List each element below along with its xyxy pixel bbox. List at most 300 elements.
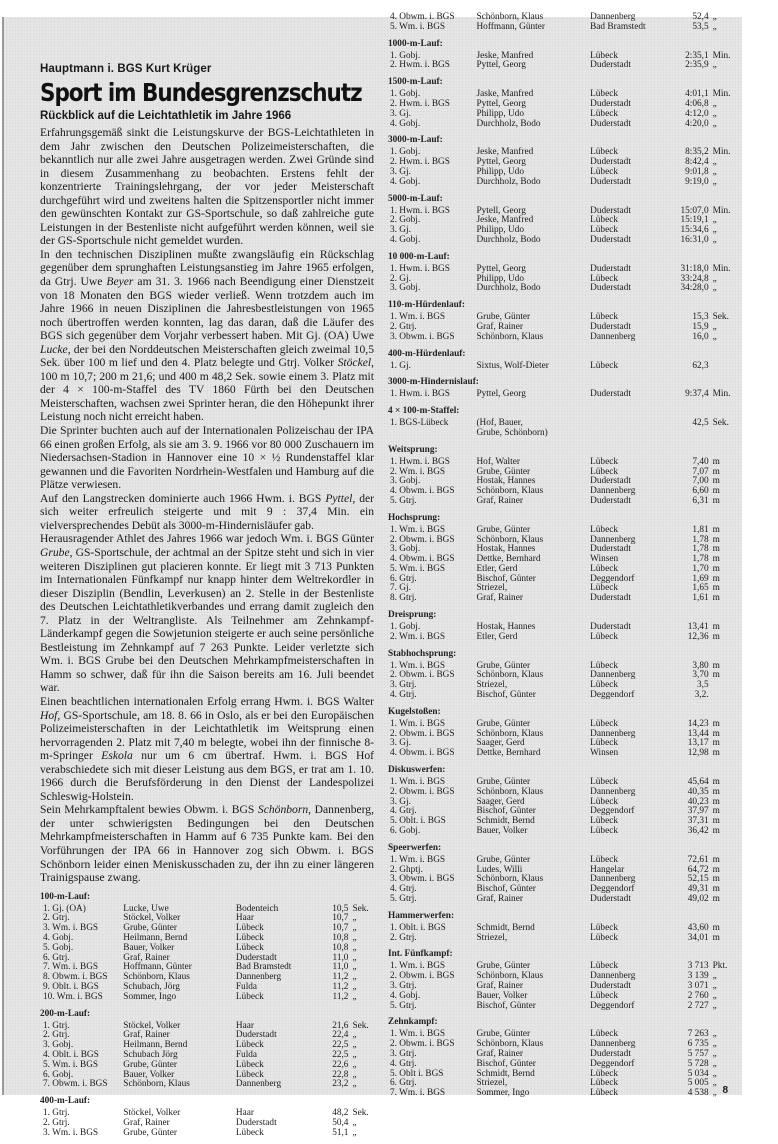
result-rank: 2. Wm. i. BGS xyxy=(390,631,446,642)
result-row xyxy=(40,934,374,944)
athlete-name: Stöckel, Volker xyxy=(123,1020,181,1031)
result-row xyxy=(388,565,734,575)
result-row xyxy=(388,497,734,507)
result-value: 15:07,0 xyxy=(680,205,709,216)
athlete-name: Philipp, Udo xyxy=(476,273,524,284)
result-rank: 3. Gtrj. xyxy=(390,680,417,691)
result-unit: Sek. xyxy=(352,1020,369,1031)
emphasized-name: Beyer xyxy=(106,275,134,289)
article-subtitle: Rückblick auf die Leichtathletik im Jahre 1966 xyxy=(40,110,292,122)
result-unit: m xyxy=(712,932,720,943)
article-paragraph xyxy=(40,532,374,695)
result-unit: m xyxy=(712,534,720,545)
athlete-club: Lübeck xyxy=(590,1068,618,1079)
athlete-club: Dannenberg xyxy=(590,670,636,681)
emphasized-name: Schönborn xyxy=(257,803,309,817)
result-row xyxy=(388,730,734,740)
result-row xyxy=(388,429,734,439)
text-segment: Erfahrungsgemäß sinkt die Leistungskurve der BGS-Leichtathleten in dem Jahr zwischen den Deutschen Polizeimeisterschaften, die bekanntlich nur alle zwei Jahre ausgetragen werden. Zwei Gründe sind in diesem Zusammenhang zu beobachten. Erstens fehlt der konzentrierte Trainingslehrgang, der vor jeder Meisterschaft durchgeführt wird und zweitens halten die Spitzensportler nicht immer den gewünschten Kontakt zur GS-Sportschule, so daß zahlreiche gute Leistungen in der Bestenliste nicht aufgeführt werden können, weil sie der GS-Sportschule nicht gemeldet wurden. xyxy=(40,126,374,248)
event-title: Stabhochsprung: xyxy=(388,648,457,659)
result-value: 7,40 xyxy=(692,456,709,467)
athlete-name: Pyttel, Georg xyxy=(476,98,526,109)
result-value: 64,72 xyxy=(687,864,709,875)
results-event xyxy=(388,376,734,400)
result-row xyxy=(40,1119,374,1129)
athlete-club: Lübeck xyxy=(590,524,618,535)
result-unit: m xyxy=(712,796,720,807)
athlete-club: Lübeck xyxy=(590,360,618,371)
athlete-club: Dannenberg xyxy=(590,786,636,797)
athlete-club: Lübeck xyxy=(590,961,618,972)
athlete-name: Grube, Schönborn) xyxy=(476,427,548,438)
athlete-club: Duderstadt xyxy=(590,118,631,129)
result-value: 1,70 xyxy=(692,563,709,574)
result-rank: 1. Gj. (OA) xyxy=(43,903,86,914)
athlete-name: Grube, Günter xyxy=(476,1029,531,1040)
result-value: 4:20,0 xyxy=(685,118,709,129)
result-rank: 1. Gobj. xyxy=(390,622,421,633)
athlete-club: Dannenberg xyxy=(590,331,636,342)
result-row xyxy=(388,972,734,982)
result-row xyxy=(388,633,734,643)
result-rank: 5. Oblt i. BGS xyxy=(390,1068,444,1079)
result-row xyxy=(388,236,734,246)
result-unit: m xyxy=(712,631,720,642)
athlete-name: Etler, Gerd xyxy=(476,631,518,642)
result-rank: 2. Gj. xyxy=(390,273,411,284)
athlete-name: Bauer, Volker xyxy=(123,1069,175,1080)
result-value: 3,2. xyxy=(694,690,709,701)
result-row xyxy=(388,691,734,701)
result-rank: 1. Wm. i. BGS xyxy=(390,718,446,729)
athlete-name: Durchholz, Bodo xyxy=(476,283,541,294)
text-segment: Sein Mehrkampftalent bewies Obwm. i. BGS xyxy=(40,803,258,817)
athlete-club: Lübeck xyxy=(590,631,618,642)
result-rank: 5. Gtrj. xyxy=(390,495,417,506)
result-rank: 2. Ghptj. xyxy=(390,864,423,875)
athlete-club: Deggendorf xyxy=(590,573,635,584)
result-rank: 3. Gj. xyxy=(390,796,411,807)
event-title: 1000-m-Lauf: xyxy=(388,38,443,49)
athlete-club: Duderstadt xyxy=(590,544,631,555)
result-unit: „ xyxy=(712,12,717,22)
athlete-club: Lübeck xyxy=(235,942,264,953)
result-rank: 2. Obwm. i. BGS xyxy=(390,971,455,982)
result-row xyxy=(40,924,374,934)
result-rank: 3. Gj. xyxy=(390,166,411,177)
athlete-name: Bauer, Volker xyxy=(476,826,528,837)
result-value: 15,9 xyxy=(692,321,709,332)
athlete-name: Bischof, Günter xyxy=(476,690,536,701)
result-value: 6,60 xyxy=(692,486,709,497)
result-value xyxy=(676,429,709,439)
athlete-club: Lübeck xyxy=(590,854,618,865)
result-unit: m xyxy=(712,786,720,797)
athlete-club: Duderstadt xyxy=(590,1048,631,1059)
result-rank: 1. Wm. i. BGS xyxy=(390,1029,446,1040)
result-row xyxy=(388,681,734,691)
event-title: 400-m-Lauf: xyxy=(40,1096,91,1107)
athlete-club xyxy=(590,419,675,429)
athlete-name: (Hof, Bauer, xyxy=(476,418,523,429)
result-value: 4:06,8 xyxy=(685,98,709,109)
result-unit: „ xyxy=(352,972,357,983)
result-unit: „ xyxy=(352,952,357,963)
result-value: 11,2 xyxy=(332,991,349,1002)
athlete-club: Winsen xyxy=(590,554,619,565)
result-rank: 4. Obwm. i. BGS xyxy=(390,12,455,22)
result-value: 10,7 xyxy=(332,923,349,934)
result-value: 2:35,1 xyxy=(685,50,709,61)
result-row xyxy=(40,944,374,954)
article-paragraph xyxy=(40,803,374,884)
athlete-name: Philipp, Udo xyxy=(476,225,524,236)
result-rank: 2. Gtrj. xyxy=(43,913,70,924)
event-title: Dreisprung: xyxy=(388,610,437,621)
result-row xyxy=(388,178,734,188)
result-rank: 6. Gobj. xyxy=(390,826,421,837)
athlete-club: Duderstadt xyxy=(590,894,631,905)
result-unit: m xyxy=(712,476,720,487)
result-row xyxy=(388,934,734,944)
results-event xyxy=(388,193,734,246)
athlete-club: Duderstadt xyxy=(235,952,277,963)
results-event xyxy=(388,76,734,129)
athlete-club: Deggendorf xyxy=(590,1058,635,1069)
result-unit: m xyxy=(712,554,720,565)
result-row xyxy=(388,1050,734,1060)
athlete-name: Graf, Rainer xyxy=(123,952,170,963)
result-rank: 1. Hwm. i. BGS xyxy=(390,456,450,467)
result-rank: 3. Wm. i. BGS xyxy=(43,923,99,934)
athlete-name: Bischof, Günter xyxy=(476,806,536,817)
athlete-name: Etler, Gerd xyxy=(476,563,518,574)
result-rank: 5. Gobj. xyxy=(43,942,74,953)
result-unit: „ xyxy=(712,225,717,236)
athlete-name: Bischof, Günter xyxy=(476,573,536,584)
result-value: 23,2 xyxy=(332,1079,349,1090)
athlete-name: Durchholz, Bodo xyxy=(476,118,541,129)
text-segment: In den technischen Disziplinen mußte zwangsläufig ein Rückschlag gegenüber dem sprunghaften Leistungsanstieg im Jahre 1965 erfolgen, da Gtrj. Uwe xyxy=(40,247,374,289)
results-event xyxy=(388,1016,734,1099)
result-unit: m xyxy=(712,748,720,759)
result-value: 4:01,1 xyxy=(685,89,709,100)
result-value: 13,17 xyxy=(687,738,709,749)
result-unit: „ xyxy=(712,283,717,294)
result-row xyxy=(40,1061,374,1071)
result-rank: 2. Obwm. i. BGS xyxy=(390,728,455,739)
result-value: 5 034 xyxy=(687,1068,709,1079)
athlete-name: Grube, Günter xyxy=(476,718,531,729)
athlete-club: Fulda xyxy=(235,1049,258,1060)
result-rank: 1. Hwm. i. BGS xyxy=(390,263,450,274)
result-unit: „ xyxy=(712,1078,717,1089)
result-value: 3 071 xyxy=(687,981,709,991)
emphasized-name: Hof xyxy=(40,708,58,722)
athlete-club: Dannenberg xyxy=(590,534,636,545)
result-row xyxy=(388,468,734,478)
result-unit: Sek. xyxy=(352,903,369,914)
result-rank: 3. Obwm. i. BGS xyxy=(390,874,455,885)
athlete-name: Schönborn, Klaus xyxy=(476,331,544,342)
athlete-club: Lübeck xyxy=(590,796,618,807)
athlete-name: Striezel, xyxy=(476,680,508,691)
result-rank: 1. Hwm. i. BGS xyxy=(390,389,450,400)
event-title: Weitsprung: xyxy=(388,444,438,455)
athlete-name: Sommer, Ingo xyxy=(123,991,177,1002)
result-rank: 4. Oblt. i. BGS xyxy=(43,1049,99,1060)
results-event xyxy=(388,764,734,837)
result-rank: 2. Obwm. i. BGS xyxy=(390,670,455,681)
athlete-club: Duderstadt xyxy=(590,98,631,109)
result-rank: 9. Oblt. i. BGS xyxy=(43,982,99,992)
right-column xyxy=(388,7,734,1104)
result-rank: 1. Wm. i. BGS xyxy=(390,961,446,972)
result-rank: 4. Gobj. xyxy=(390,990,421,1001)
result-row xyxy=(388,885,734,895)
result-unit: m xyxy=(712,456,720,467)
athlete-name: Schönborn, Klaus xyxy=(476,1039,544,1050)
result-unit: m xyxy=(712,728,720,739)
athlete-name: Jeske, Manfred xyxy=(476,50,534,61)
athlete-name: Durchholz, Bodo xyxy=(476,176,541,187)
result-unit xyxy=(709,681,734,691)
result-value: 1,81 xyxy=(692,524,709,535)
result-rank: 3. Gobj. xyxy=(43,1040,74,1051)
results-event xyxy=(388,251,734,294)
event-title: 100-m-Lauf: xyxy=(40,891,91,902)
event-title: 10 000-m-Lauf: xyxy=(388,251,450,262)
text-segment: , GS-Sportschule, der achtmal an der Spitze steht und sich in vier weiteren Disziplinen gut placieren konnte. Er liegt mit 3 713 Punkten im Internationalen Fünfkampf nur knapp hinter dem Weltrekordler in dieser Disziplin (Bendlin, Leverkusen) an 2. Stelle in der Bestenliste des Deutschen Leichtathletikverbandes und errang damit zugleich den 7. Platz in der Weltrangliste. Als Teilnehmer am Zehnkampf-Länderkampf gegen die Sowjetunion steigerte er auch seine persönliche Bestleistung im Zehnkampf auf 7 263 Punkte. Leider verletzte sich Wm. i. BGS Grube bei den Deutschen Mehrkampfmeisterschaften in Hamm so schwer, daß für ihn die Saison bereits am 16. Juli beendet war. xyxy=(40,545,374,695)
result-unit: „ xyxy=(712,234,717,245)
athlete-club: Dannenberg xyxy=(590,12,636,22)
result-row xyxy=(388,284,734,294)
athlete-club: Lübeck xyxy=(235,1059,264,1070)
result-unit: m xyxy=(712,486,720,497)
result-value: 10,7 xyxy=(332,913,349,924)
result-unit: m xyxy=(712,806,720,817)
result-unit: Sek. xyxy=(712,418,729,429)
athlete-name: Grube, Günter xyxy=(476,466,531,477)
result-unit: m xyxy=(712,718,720,729)
athlete-club: Lübeck xyxy=(590,718,618,729)
page-number: 8 xyxy=(722,1085,728,1096)
athlete-name: Philipp, Udo xyxy=(476,108,524,119)
athlete-club: Lübeck xyxy=(235,923,264,934)
result-unit: Min. xyxy=(712,147,731,158)
result-rank: 1. Wm. i. BGS xyxy=(390,312,446,323)
result-rank: 1. Oblt. i. BGS xyxy=(390,922,446,933)
result-value: 52,4 xyxy=(692,12,709,22)
result-unit: m xyxy=(712,826,720,837)
result-rank: 1. Gj. xyxy=(390,360,411,371)
results-event xyxy=(388,910,734,944)
athlete-club: Lübeck xyxy=(590,225,618,236)
result-unit: „ xyxy=(712,1039,717,1050)
result-unit: Min. xyxy=(712,389,731,400)
athlete-name: Schönborn, Klaus xyxy=(476,12,544,22)
article-headline: Sport im Bundesgrenzschutz xyxy=(40,78,362,107)
athlete-name: Stöckel, Volker xyxy=(123,1108,181,1119)
result-unit: m xyxy=(712,544,720,555)
result-rank: 1. Gobj. xyxy=(390,89,421,100)
athlete-club: Lübeck xyxy=(590,466,618,477)
result-value: 52,15 xyxy=(687,874,709,885)
result-rank: 5. Wm. i. BGS xyxy=(390,21,446,32)
result-unit: m xyxy=(712,738,720,749)
results-event xyxy=(388,299,734,342)
text-segment: , GS-Sportschule, am 18. 8. 66 in Oslo, als er bei den Europäischen Polizeimeisterschaften in der Leichtathletik im Weitsprung einen hervorragenden 2. Platz mit 7,40 m belegte, wobei ihn der finnische 8-m-Springer xyxy=(40,708,374,763)
result-value: 1,78 xyxy=(692,534,709,545)
result-value: 40,35 xyxy=(687,786,709,797)
result-row xyxy=(388,575,734,585)
result-rank: 4. Gtrj. xyxy=(390,806,417,817)
result-row xyxy=(388,798,734,808)
athlete-name: Hostak, Hannes xyxy=(476,622,536,633)
result-row xyxy=(388,817,734,827)
event-title: Hammerwerfen: xyxy=(388,910,455,921)
result-unit: m xyxy=(712,670,720,681)
athlete-club: Dannenberg xyxy=(590,1039,636,1050)
result-unit xyxy=(709,362,734,372)
result-unit: „ xyxy=(352,1059,357,1070)
text-segment: , Dannenberg, der unter schwierigsten Bedingungen bei den Deutschen Mehrkampfmeisterschaften in Hamm auf 6 735 Punkte kam. Bei den Vorführungen der IPA 66 in Hannover zog sich Obwm. i. BGS Schönborn leider einen Meniskusschaden zu, der ihn zu einer längeren Trainigspause zwang. xyxy=(40,803,374,885)
athlete-name: Pyttel, Georg xyxy=(476,263,526,274)
result-unit: „ xyxy=(712,118,717,129)
result-row xyxy=(388,749,734,759)
result-unit: „ xyxy=(352,962,357,973)
result-unit: m xyxy=(712,894,720,905)
result-value: 51,1 xyxy=(332,1127,349,1138)
result-value: 9:19,0 xyxy=(685,176,709,187)
event-title: 1500-m-Lauf: xyxy=(388,77,443,88)
result-unit: „ xyxy=(712,321,717,332)
result-value: 16,0 xyxy=(692,331,709,342)
athlete-club: Duderstadt xyxy=(590,622,631,633)
result-rank: 3. Gj. xyxy=(390,738,411,749)
athlete-club: Bad Bramstedt xyxy=(235,962,292,973)
result-unit: „ xyxy=(712,981,717,991)
athlete-club: Haar xyxy=(235,1020,254,1031)
athlete-club: Winsen xyxy=(590,748,619,759)
result-value: 62,3 xyxy=(692,360,709,371)
result-value: 11,2 xyxy=(332,982,349,992)
result-unit: „ xyxy=(352,1040,357,1051)
result-unit: „ xyxy=(712,98,717,109)
result-unit: „ xyxy=(712,1029,717,1040)
athlete-name: Graf, Rainer xyxy=(476,1048,523,1059)
emphasized-name: Lucke xyxy=(40,342,68,356)
athlete-name: Graf, Rainer xyxy=(476,593,523,604)
result-value: 49,02 xyxy=(687,894,709,905)
athlete-club: Duderstadt xyxy=(590,234,631,245)
result-rank: 3. Gj. xyxy=(390,225,411,236)
result-rank: 4. Gtrj. xyxy=(390,1058,417,1069)
result-rank: 4. Gobj. xyxy=(390,176,421,187)
result-unit: „ xyxy=(712,331,717,342)
athlete-name: Sixtus, Wolf-Dieter xyxy=(476,360,549,371)
result-value: 50,4 xyxy=(332,1117,349,1128)
athlete-name: Grube, Günter xyxy=(476,777,531,788)
emphasized-name: Eskola xyxy=(101,749,133,763)
result-rank: 2. Hwm. i. BGS xyxy=(390,98,450,109)
result-row xyxy=(388,168,734,178)
athlete-name: Philipp, Udo xyxy=(476,166,524,177)
result-value: 10,8 xyxy=(332,933,349,944)
result-rank: 2. Obwm. i. BGS xyxy=(390,534,455,545)
athlete-name: Lucke, Uwe xyxy=(123,903,169,914)
athlete-club xyxy=(590,429,675,439)
result-row xyxy=(388,1070,734,1080)
athlete-club: Lübeck xyxy=(590,312,618,323)
athlete-name: Schönborn, Klaus xyxy=(123,972,190,983)
result-row xyxy=(388,390,734,400)
athlete-name: Schönborn, Klaus xyxy=(476,786,544,797)
result-row xyxy=(388,1040,734,1050)
result-value: 13,44 xyxy=(687,728,709,739)
result-row xyxy=(388,110,734,120)
result-value: 5 728 xyxy=(687,1058,709,1069)
results-event xyxy=(388,706,734,759)
result-unit: Sek. xyxy=(352,1108,369,1119)
athlete-club: Lübeck xyxy=(590,932,618,943)
result-rank: 4. Obwm. i. BGS xyxy=(390,748,455,759)
athlete-name: Hof, Walter xyxy=(476,456,520,467)
athlete-club: Dannenberg xyxy=(590,971,636,982)
result-unit: m xyxy=(712,583,720,594)
result-rank: 2. Obwm. i. BGS xyxy=(390,1039,455,1050)
article-paragraph xyxy=(40,424,374,492)
result-unit: Pkt. xyxy=(712,961,728,972)
result-value: 37,31 xyxy=(687,816,709,827)
article-paragraph xyxy=(40,695,374,803)
athlete-club: Lübeck xyxy=(590,583,618,594)
result-row xyxy=(388,856,734,866)
athlete-name: Pytell, Georg xyxy=(476,205,526,216)
result-rank xyxy=(388,429,476,439)
athlete-club: Lübeck xyxy=(590,89,618,100)
result-unit: Min. xyxy=(712,205,731,216)
result-unit xyxy=(709,691,734,701)
result-unit: m xyxy=(712,573,720,584)
result-unit: „ xyxy=(352,933,357,944)
athlete-name: Durchholz, Bodo xyxy=(476,234,541,245)
result-rank: 3. Obwm. i. BGS xyxy=(390,331,455,342)
result-unit: Sek. xyxy=(712,312,729,323)
athlete-name: Graf, Rainer xyxy=(476,321,523,332)
result-rank: 7. Wm. i. BGS xyxy=(390,1088,446,1099)
athlete-name: Bauer, Volker xyxy=(123,942,175,953)
text-segment: Die Sprinter buchten auch auf der Internationalen Polizeischau der IPA 66 einen großen Erfolg, als sie am 3. 9. 1966 vor 80 000 Zuschauern im Niedersachsen-Stadion in Hannover eine 10 × ½ Rundenstaffel klar gewannen und die Favoriten Nordrhein-Westfalen und Hamburg auf die Plätze verwiesen. xyxy=(40,424,374,492)
athlete-club: Duderstadt xyxy=(590,593,631,604)
result-value: 4:12,0 xyxy=(685,108,709,119)
result-row xyxy=(40,1129,374,1139)
event-title: 110-m-Hürdenlauf: xyxy=(388,300,465,311)
athlete-club: Bad Bramstedt xyxy=(590,21,646,32)
result-unit: „ xyxy=(712,273,717,284)
athlete-name: Striezel, xyxy=(476,583,508,594)
result-row xyxy=(388,924,734,934)
result-rank: 2. Hwm. i. BGS xyxy=(390,157,450,168)
result-unit: m xyxy=(712,884,720,895)
result-unit: „ xyxy=(352,991,357,1002)
emphasized-name: Grube xyxy=(40,545,70,559)
athlete-club: Lübeck xyxy=(235,1069,264,1080)
result-unit xyxy=(709,429,734,439)
athlete-name: Grube, Günter xyxy=(476,524,531,535)
result-row xyxy=(388,992,734,1002)
result-value: 7 263 xyxy=(687,1029,709,1040)
